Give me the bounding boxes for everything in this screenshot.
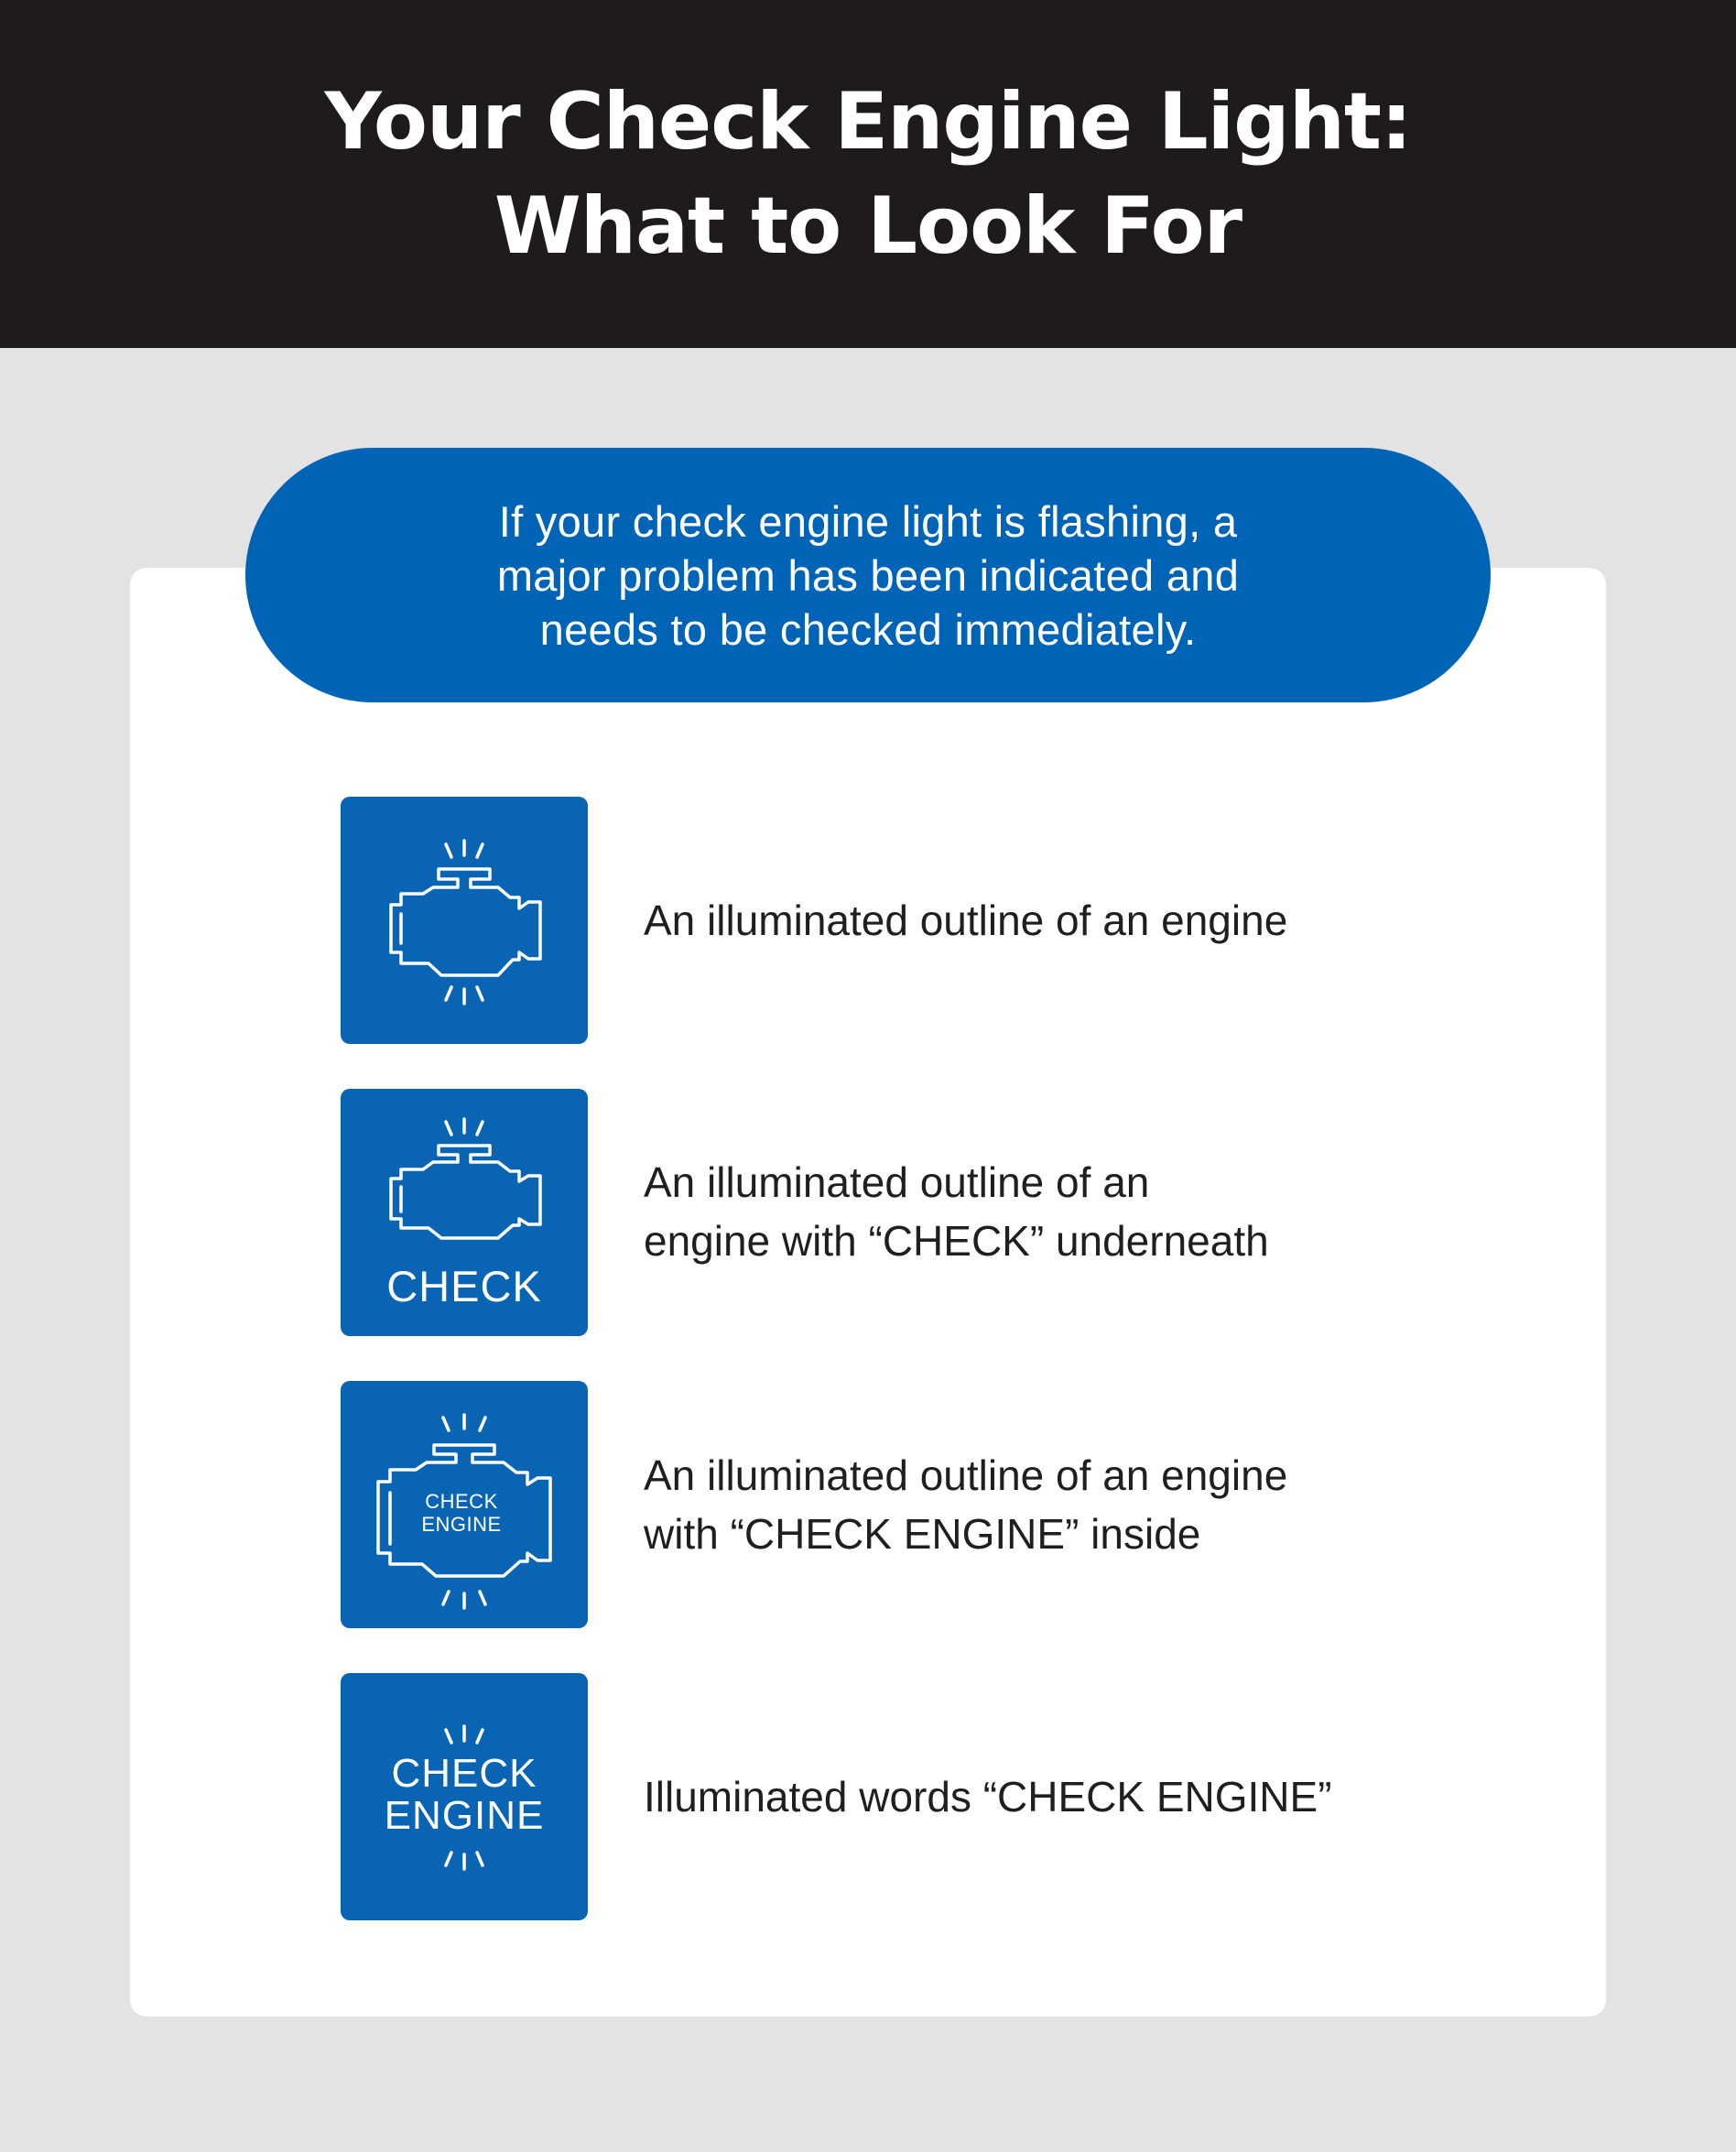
inner-label-line-1: CHECK: [425, 1490, 498, 1513]
check-engine-words-label: [341, 1753, 588, 1837]
engine-check-icon: [341, 1089, 588, 1336]
check-icon-label: CHECK: [386, 1262, 542, 1310]
item-3-description: [644, 1446, 1287, 1563]
callout-line-2: major problem has been indicated and: [496, 550, 1240, 600]
item-4-description: [644, 1767, 1332, 1826]
item-2-description: [644, 1153, 1269, 1270]
item-1-description-line-1: An illuminated outline of an engine: [644, 897, 1288, 944]
callout-line-1: If your check engine light is flashing, a: [498, 496, 1238, 546]
item-2-description-line-2: engine with “CHECK” underneath: [644, 1217, 1269, 1265]
header-banner: [0, 0, 1736, 348]
engine-outline-icon: [341, 797, 588, 1044]
flashing-warning-callout: [245, 448, 1491, 702]
item-2-description-line-1: An illuminated outline of an: [644, 1158, 1150, 1206]
item-3-description-line-1: An illuminated outline of an engine: [644, 1451, 1288, 1499]
item-3-description-line-2: with “CHECK ENGINE” inside: [644, 1510, 1201, 1558]
page-title-line-1: Your Check Engine Light:: [324, 76, 1412, 168]
item-1-description: [644, 891, 1287, 950]
engine-check-engine-inside-icon: [341, 1381, 588, 1628]
inner-label-line-2: ENGINE: [421, 1513, 502, 1536]
callout-line-3: needs to be checked immediately.: [539, 604, 1197, 654]
item-4-description-line-1: Illuminated words “CHECK ENGINE”: [644, 1773, 1332, 1821]
words-label-line-1: CHECK: [391, 1751, 537, 1796]
page-title-line-2: What to Look For: [494, 180, 1242, 272]
check-engine-words-icon: [341, 1673, 588, 1920]
words-label-line-2: ENGINE: [384, 1793, 545, 1838]
check-engine-inner-label: [402, 1490, 521, 1536]
